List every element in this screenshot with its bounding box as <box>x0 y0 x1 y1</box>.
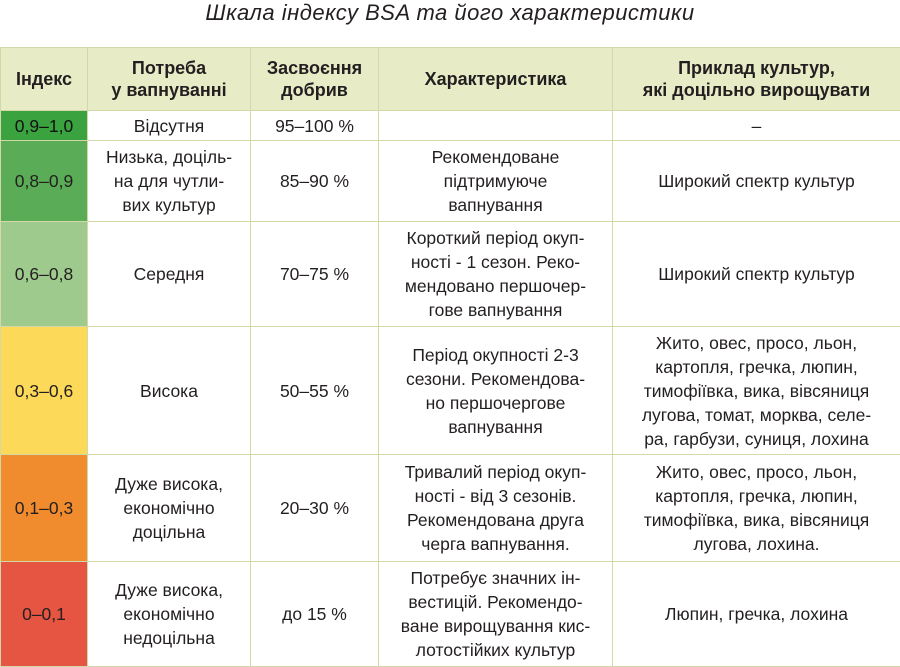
uptake-cell: до 15 % <box>251 562 379 667</box>
header-crop-examples: Приклад культур, які доцільно вирощувати <box>613 48 900 111</box>
header-index: Індекс <box>1 48 88 111</box>
table-row <box>1 455 900 562</box>
table-row <box>1 222 900 327</box>
crops-cell: Люпин, гречка, лохина <box>613 562 900 667</box>
index-cell: 0,9–1,0 <box>1 111 88 141</box>
characteristic-cell: Короткий період окуп- ності - 1 сезон. Реко- мендовано першочер- гове вапнування <box>379 222 613 327</box>
uptake-cell: 85–90 % <box>251 141 379 222</box>
crops-cell: Широкий спектр культур <box>613 222 900 327</box>
characteristic-cell <box>379 111 613 141</box>
header-liming-need: Потреба у вапнуванні <box>88 48 251 111</box>
crops-cell: Жито, овес, просо, льон, картопля, гречка, люпин, тимофіївка, вика, вівсяниця лугова, томат, морква, селе- ра, гарбузи, суниця, лохина <box>613 327 900 455</box>
characteristic-cell: Рекомендоване підтримуюче вапнування <box>379 141 613 222</box>
header-fertilizer-uptake: Засвоєння добрив <box>251 48 379 111</box>
table-row <box>1 141 900 222</box>
liming-need-cell: Висока <box>88 327 251 455</box>
uptake-cell: 70–75 % <box>251 222 379 327</box>
uptake-cell: 20–30 % <box>251 455 379 562</box>
liming-need-cell: Дуже висока, економічно доцільна <box>88 455 251 562</box>
crops-cell: Жито, овес, просо, льон, картопля, гречка, люпин, тимофіївка, вика, вівсяниця лугова, лохина. <box>613 455 900 562</box>
table-header-row <box>1 48 900 111</box>
bsa-index-table <box>0 47 900 667</box>
liming-need-cell: Дуже висока, економічно недоцільна <box>88 562 251 667</box>
uptake-cell: 95–100 % <box>251 111 379 141</box>
crops-cell: Широкий спектр культур <box>613 141 900 222</box>
header-characteristic: Характеристика <box>379 48 613 111</box>
index-cell: 0,1–0,3 <box>1 455 88 562</box>
table-row <box>1 111 900 141</box>
index-cell: 0,3–0,6 <box>1 327 88 455</box>
index-cell: 0–0,1 <box>1 562 88 667</box>
liming-need-cell: Низька, доціль- на для чутли- вих культур <box>88 141 251 222</box>
characteristic-cell: Тривалий період окуп- ності - від 3 сезонів. Рекомендована друга черга вапнування. <box>379 455 613 562</box>
liming-need-cell: Відсутня <box>88 111 251 141</box>
table-title: Шкала індексу BSA та його характеристики <box>205 0 695 25</box>
index-cell: 0,8–0,9 <box>1 141 88 222</box>
liming-need-cell: Середня <box>88 222 251 327</box>
characteristic-cell: Період окупності 2-3 сезони. Рекомендова- но першочергове вапнування <box>379 327 613 455</box>
table-row <box>1 562 900 667</box>
index-cell: 0,6–0,8 <box>1 222 88 327</box>
crops-cell: – <box>613 111 900 141</box>
uptake-cell: 50–55 % <box>251 327 379 455</box>
characteristic-cell: Потребує значних ін- вестицій. Рекомендо- ване вирощування кис- лотостійких культур <box>379 562 613 667</box>
table-row <box>1 327 900 455</box>
